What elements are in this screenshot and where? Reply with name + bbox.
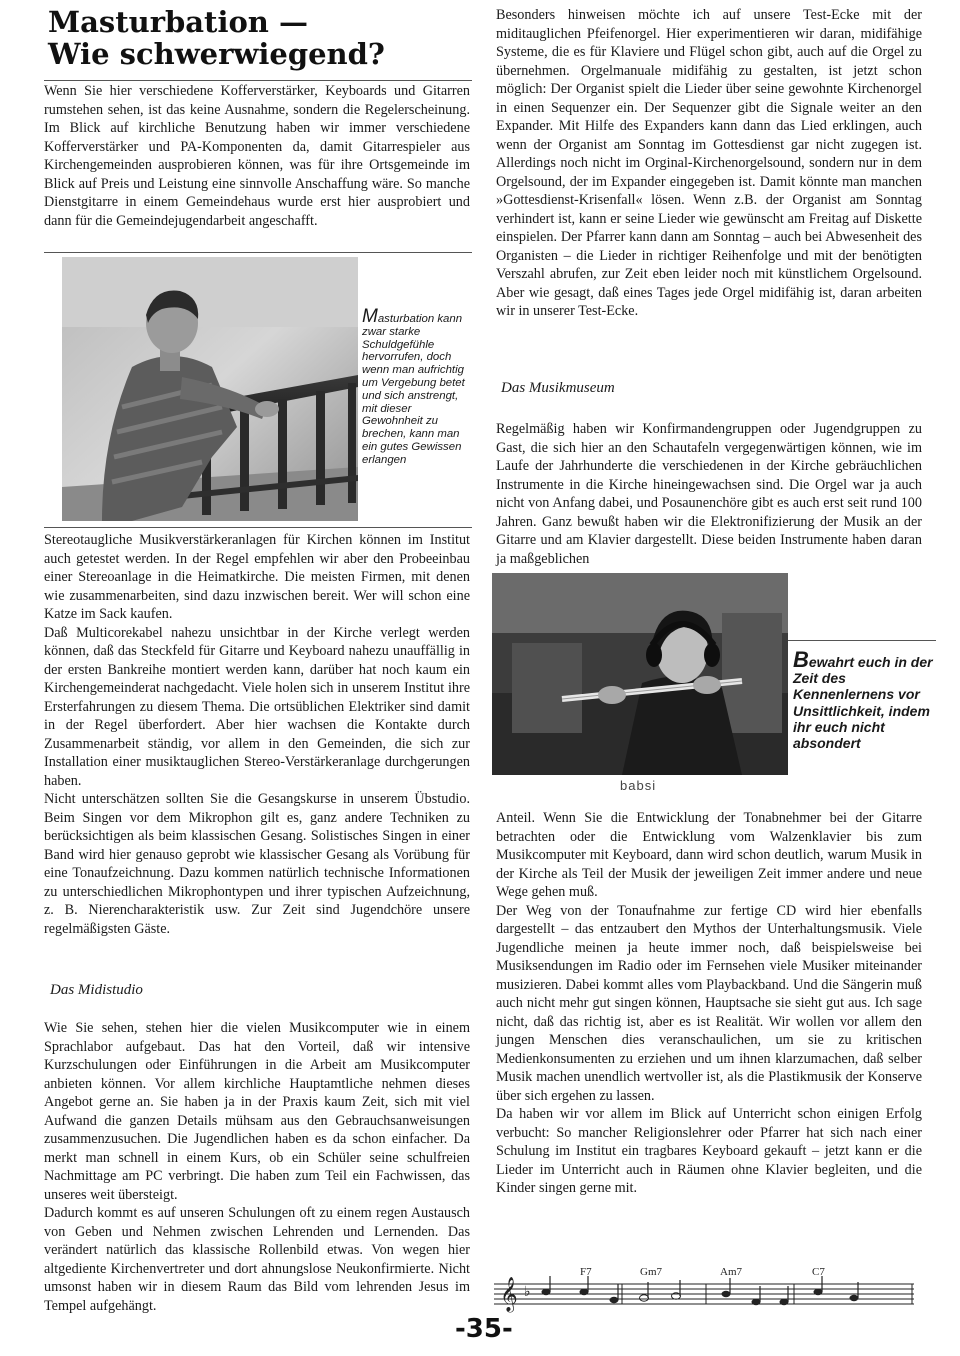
caption-2-initial: B [793, 647, 809, 672]
left-paragraph-gesang: Nicht unterschätzen sollten Sie die Gesangskurse in unserem Übstudio. Beim Singen vor dem Mikrophon gilt es, ganz andere Techniken zu berücksichtigen als beim klassischen Gesang. Solistisches Singen in einer Band wird hier genauso geprobt wie klassischer Gesang als Vorübung für eine Tonaufzeichnung. Dazu kommen natürlich technische Informationen zu unterschiedlichen Mikrophontypen und ihrer typischen Aufzeichnung, z. B. Nierencharakteristik usw. Zur Zeit sind Jugendchöre unsere regelmäßigsten Gäste. [44, 791, 470, 937]
left-paragraph-multicore: Daß Multicorekabel nahezu unsichtbar in der Kirche verlegt werden können, daß das Steckfeld für Gitarre und Keyboard nahezu unauffällig in der ersten Bankreihe montiert werden kann, darüber hat noch kaum ein Kirchengemeinderat nachgedacht. Viele holen sich in unserem Institut ihre Ersterfahrungen zu diesem Thema. Die ortsüblichen Elektriker sind damit in der Regel überfordert. Aber hier wachsen die Kontakte durch Zusammenarbeit ständig, vor allem in den Gemeinden, die sich zur Installation einer musiktauglichen Stereo-Verstärkeranlage durchgerungen haben. [44, 624, 470, 789]
caption-1-text: asturbation kann zwar starke Schuldgefühle hervorrufen, doch wenn man aufrichtig um Vergebung betet und sich anstrengt, mit dieser Gewohnheit zu brechen, kann man ein gutes Gewissen erlangen [362, 313, 465, 466]
subhead-midistudio: Das Midistudio [50, 982, 143, 998]
chord-label-gm7: Gm7 [640, 1266, 662, 1278]
headline-line-1: Masturbation — [48, 5, 308, 39]
right-paragraph-musikmuseum: Regelmäßig haben wir Konfirmandengruppen oder Jugendgruppen zu Gast, die sich hier an den Schautafeln vergegenwärtigen können, wie im Laufe der Jahrhunderte die verschiedenen in der Kirche gebräuchlichen Instrumente in die Kirche hineingewachsen sind. Die Orgel war ja auch nicht von Anfang dabei, und Posaunenchöre gibt es auch erst seit rund 100 Jahren. Ganz bewußt haben wir die Elektronifizierung der Musik an der Gitarre und am Klavier dargestellt. Diese beiden Instrumente haben daran ja maßgeblichen [496, 421, 922, 567]
music-notation-illustration [494, 1262, 914, 1314]
right-paragraph-unterricht: Da haben wir vor allem im Blick auf Unterricht schon einigen Erfolg verbucht: So mancher Religionslehrer oder Pfarrer hat sich nach einer Schulung im Institut ein tragbares Keyboard gekauft – jetzt kann er die Lieder im Unterricht auch in Räumen ohne Klavier begleiten, und die Kinder singen gerne mit. [496, 1106, 922, 1196]
article-headline [48, 6, 468, 70]
left-midistudio-block [44, 1019, 470, 1315]
chord-label-c7: C7 [812, 1266, 825, 1278]
right-body-block [496, 809, 922, 1198]
intro-rule [44, 252, 472, 253]
right-testecke-block [496, 6, 922, 321]
caption-bewahrt [793, 647, 933, 752]
headline-line-2: Wie schwerwiegend? [48, 37, 385, 71]
left-intro-block [44, 82, 470, 230]
treble-clef-icon: 𝄞 [500, 1277, 518, 1312]
left-body-block [44, 531, 470, 938]
subhead-musikmuseum: Das Musikmuseum [501, 380, 615, 396]
photo-credit: babsi [620, 778, 657, 793]
caption-2-top-rule [788, 640, 936, 641]
chord-label-f7: F7 [580, 1266, 592, 1278]
flat-sign-icon: ♭ [524, 1284, 531, 1300]
flute-photo-illustration [492, 573, 788, 775]
headline-rule [44, 80, 472, 81]
left-paragraph-midistudio: Wie Sie sehen, stehen hier die vielen Musikcomputer wie in einem Sprachlabor aufgebaut. Das hat den Vorteil, daß wir intensive Kurzschulungen oder Einführungen in die Arbeit am Musikcomputer anbieten können. Vor allem kirchliche Hauptamtliche nehmen dieses Angebot gerne an. Sie haben ja in der Praxis kaum Zeit, sich mit viel Aufwand die ganzen Details mühsam aus den Gebrauchsanweisungen zusammenzusuchen. Die Jugendlichen haben es da schon einfacher. Da merkt man schnell in einem Kurs, ob ein Schüler seine schulfreien Nachmittage am PC verbringt. Die haben zum Teil ein Fachwissen, das unseres weit übersteigt. [44, 1020, 470, 1203]
caption-masturbation [362, 306, 472, 467]
left-paragraph-stereo: Stereotaugliche Musikverstärkeranlagen für Kirchen können im Institut auch getestet werden. In der Regel empfehlen wir aber den Probeeinbau einer Stereoanlage in die Heimatkirche. Die meisten Firmen, mit denen wie zusammenarbeiten, sind dazu inzwischen bereit. Wer will schon eine Katze im Sack kaufen. [44, 532, 470, 622]
right-paragraph-testecke: Besonders hinweisen möchte ich auf unsere Test-Ecke mit der miditauglichen Pfeifenorgel. Hier experimentieren wir daran, midifähige Systeme, die es für Klaviere und Flügel schon gibt, auch auf die Orgel zu übernehmen. Orgelmanuale midifähig zu gestalten, ist jetzt schon möglich: Der Organist spielt die Lieder über seine gewohnte Kirchenorgel in einen Sequenzer ein. Der Sequenzer gibt die Signale weiter an den Expander. Mit Hilfe des Expanders kann dann das Lied erklingen, auch wenn der Organist am Sonntag im Gottesdienst gar nicht zugegen ist. Allerdings noch nicht im Orginal-Kirchenorgelsound, sondern nur in dem Orgelsound, der im Expander eingegeben ist. Damit könnte man manchen »Gottesdienst-Krisenfall« lösen. Wenn z.B. der Organist am Sonntag verhindert ist, kann er seine Lieder wie gewünscht am Freitag auf Diskette einspielen. Der Pfarrer kann dann am Sonntag – auch bei Abwesenheit des Organisten – die Lieder in richtiger Reihenfolge und mit der benötigten Verszahl abrufen, zur Zeit eben leider noch mit künstlichem Orgelsound. Aber wie gesagt, daß eines Tages jede Orgel midifähig ist, daran arbeiten wir in unserer Test-Ecke. [496, 7, 922, 319]
music-staff [494, 1262, 914, 1314]
caption-1-initial: M [362, 306, 378, 327]
photo-flute-player [492, 573, 788, 775]
music-notes [542, 1276, 859, 1305]
caption-2-text: ewahrt euch in der Zeit des Kennenlernens vor Unsittlichkeit, indem ihr euch nicht absondert [793, 654, 933, 752]
page-number: -35- [455, 1314, 513, 1344]
left-paragraph-austausch: Dadurch kommt es auf unseren Schulungen oft zu einem regen Austausch von Geben und Nehmen zwischen Lehrenden und Lernenden. Das verändert natürlich das klassische Rollenbild etwas. Von wegen hier altgediente Kirchenvertreter und dort ahnungslose Neukonfirmierte. Nicht umsonst haben wir in diesem Raum das Bild vom lehrenden Jesus im Tempel aufgehängt. [44, 1205, 470, 1314]
right-paragraph-tonaufnahme: Der Weg von der Tonaufnahme zur fertige CD wird hier ebenfalls dargestellt – das entzaubert den Mythos der Unterhaltungsmusik. Viele Jugendliche meinen ja heute immer noch, daß beispielsweise bei Musiksendungen im Radio oder im Fernsehen viele Musiker miteinander musizieren. Dabei kommt alles vom Playbackband. Und die Sängerin muß auch nicht mehr gut singen können, Hauptsache sie sieht gut aus. Ich sage nicht, daß das richtig ist, aber es ist Realität. Wir wollen vor allem den jungen Menschen dies veranschaulichen, um sie zu kritischen Medienkonsumenten zu erziehen und um ihnen klarzumachen, daß selber Musik machen unendlich wertvoller ist, als die Plastikmusik der Konserve über sich ergehen zu lassen. [496, 902, 922, 1104]
chord-label-am7: Am7 [720, 1266, 742, 1278]
left-intro-paragraph: Wenn Sie hier verschiedene Kofferverstärker, Keyboards und Gitarren rumstehen sehen, ist das keine Ausnahme, sondern die Regelerscheinung. Im Blick auf kirchliche Benutzung haben wir immer verschiedene Kofferverstärker und PA-Komponenten da, damit Gitarrespieler aus Kirchengemeinden ausprobieren können, was für ihre Ortsgemeinde im Blick auf Preis und Leistung eine sinnvolle Anschaffung wäre. So manche Dienstgitarre in einem Gemeindehaus wurde erst hier ausprobiert und dann für die Gemeindejugendarbeit angeschafft. [44, 83, 470, 229]
balcony-photo-illustration [62, 257, 358, 521]
photo-man-on-balcony [62, 257, 358, 521]
photo-1-bottom-rule [44, 527, 472, 528]
right-paragraph-anteil: Anteil. Wenn Sie die Entwicklung der Tonabnehmer bei der Gitarre betrachten oder die Entwicklung vom Walzenklavier bis zum Musikcomputer mit Keyboard, dann wird schon deutlich, warum Musik in der Kirche als Teil der Musik der jeweiligen Zeit immer andere und neue Wege gehen muß. [496, 810, 922, 900]
right-musikmuseum-block [496, 420, 922, 568]
